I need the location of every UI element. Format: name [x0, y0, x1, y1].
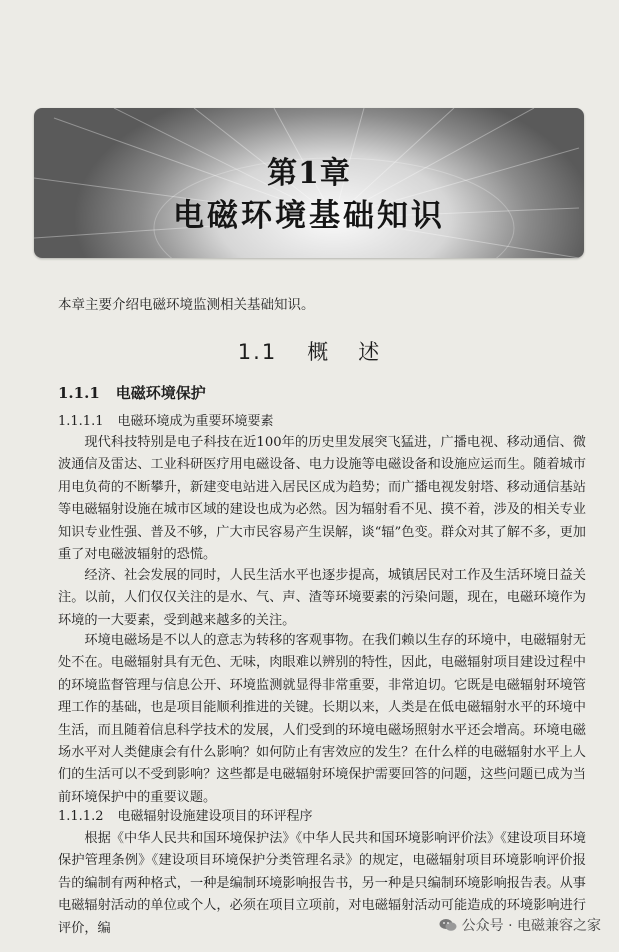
section-title-char-2: 述	[358, 340, 382, 364]
subsubsection-title: 电磁辐射设施建设项目的环评程序	[117, 809, 313, 824]
subsection-title: 电磁环境保护	[115, 384, 206, 402]
chapter-title: 电磁环境基础知识	[173, 198, 445, 234]
section-title-char-1: 概	[307, 340, 331, 364]
watermark-text: 公众号 · 电磁兼容之家	[461, 918, 601, 934]
subsection-heading	[58, 382, 206, 403]
subsubsection-title: 电磁环境成为重要环境要素	[117, 414, 274, 429]
subsubsection-number: 1.1.1.1	[58, 414, 104, 429]
subsubsection-heading-1	[58, 410, 274, 429]
chapter-banner	[34, 108, 584, 258]
section-number: 1.1	[237, 340, 278, 364]
paragraph: 现代科技特别是电子科技在近100年的历史里发展突飞猛进，广播电视、移动通信、微波通信及雷达、工业科研医疗用电磁设备、电力设施等电磁设备和设施应运而生。随着城市用电负荷的不断攀升，新建变电站进入居民区成为趋势；而广播电视发射塔、移动通信基站等电磁辐射设施在城市区域的建设也成为必然。因为辐射看不见、摸不着，涉及的相关专业知识专业性强、普及不够，广大市民容易产生误解，谈“辐”色变。群众对其了解不多，更加重了对电磁波辐射的恐慌。	[58, 435, 586, 563]
paragraph: 根据《中华人民共和国环境保护法》《中华人民共和国环境影响评价法》《建设项目环境保护管理条例》《建设项目环境保护分类管理名录》的规定，电磁辐射项目环境影响评价报告的编制有两种格式，一种是编制环境影响报告书，另一种是只编制环境影响报告表。从事电磁辐射活动的单位或个人，必须在项目立项前，对电磁辐射活动可能造成的环境影响进行评价，编	[58, 831, 586, 936]
chapter-intro: 本章主要介绍电磁环境监测相关基础知识。	[58, 297, 315, 313]
subsubsection-heading-2	[58, 805, 313, 824]
chapter-number: 第1章	[267, 156, 351, 191]
wechat-watermark	[439, 915, 601, 935]
paragraph: 环境电磁场是不以人的意志为转移的客观事物。在我们赖以生存的环境中，电磁辐射无处不在。电磁辐射具有无色、无味，肉眼难以辨别的特性，因此，电磁辐射项目建设过程中的环境监督管理与信息公开、环境监测就显得非常重要，非常迫切。它既是电磁辐射环境管理工作的基础，也是项目能顺利推进的关键。长期以来，人类是在低电磁辐射水平的环境中生活，而且随着信息科学技术的发展，人们受到的环境电磁场照射水平还会增高。环境电磁场水平对人类健康会有什么影响？如何防止有害效应的发生？在什么样的电磁辐射水平上人们的生活可以不受到影响？这些都是电磁辐射环境保护需要回答的问题，这些问题已成为当前环境保护中的重要议题。	[58, 633, 586, 805]
paragraph: 经济、社会发展的同时，人民生活水平也逐步提高，城镇居民对工作及生活环境日益关注。以前，人们仅仅关注的是水、气、声、渣等环境要素的污染问题，现在，电磁环境作为环境的一大要素，受到越来越多的关注。	[58, 568, 586, 628]
subsubsection-number: 1.1.1.2	[58, 809, 104, 824]
section-heading	[0, 336, 619, 366]
subsection-number: 1.1.1	[58, 384, 100, 402]
wechat-icon	[439, 918, 457, 932]
